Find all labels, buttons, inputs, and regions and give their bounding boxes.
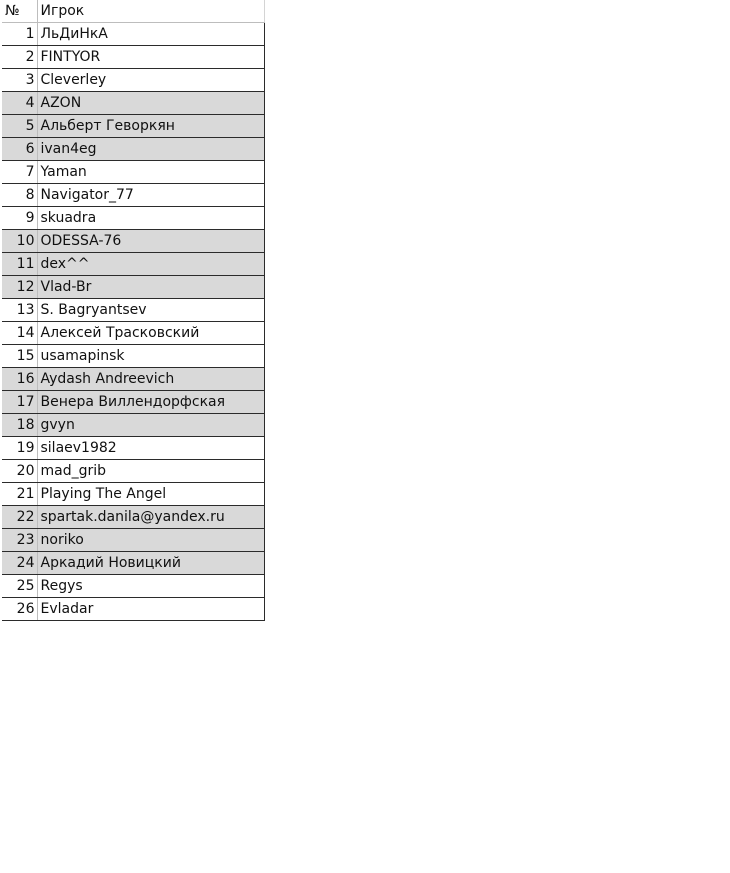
row-number-cell[interactable]: 15 bbox=[2, 345, 37, 368]
table-row bbox=[2, 207, 264, 230]
row-number-cell[interactable]: 21 bbox=[2, 483, 37, 506]
column-header-number[interactable]: № bbox=[2, 0, 37, 23]
player-name-cell[interactable]: Алексей Трасковский bbox=[37, 322, 264, 345]
table-row bbox=[2, 253, 264, 276]
table-row bbox=[2, 483, 264, 506]
row-number-cell[interactable]: 19 bbox=[2, 437, 37, 460]
player-name-cell[interactable]: Aydash Andreevich bbox=[37, 368, 264, 391]
table-row bbox=[2, 575, 264, 598]
table-row bbox=[2, 460, 264, 483]
row-number-cell[interactable]: 12 bbox=[2, 276, 37, 299]
player-name-cell[interactable]: ODESSA-76 bbox=[37, 230, 264, 253]
table-row bbox=[2, 391, 264, 414]
player-name-cell[interactable]: Yaman bbox=[37, 161, 264, 184]
row-number-cell[interactable]: 20 bbox=[2, 460, 37, 483]
players-table bbox=[2, 0, 265, 621]
table-row bbox=[2, 299, 264, 322]
row-number-cell[interactable]: 13 bbox=[2, 299, 37, 322]
player-name-cell[interactable]: Navigator_77 bbox=[37, 184, 264, 207]
player-name-cell[interactable]: Regys bbox=[37, 575, 264, 598]
table-row bbox=[2, 345, 264, 368]
row-number-cell[interactable]: 22 bbox=[2, 506, 37, 529]
player-name-cell[interactable]: Альберт Геворкян bbox=[37, 115, 264, 138]
row-number-cell[interactable]: 24 bbox=[2, 552, 37, 575]
table-row bbox=[2, 598, 264, 621]
row-number-cell[interactable]: 6 bbox=[2, 138, 37, 161]
table-row bbox=[2, 138, 264, 161]
row-number-cell[interactable]: 5 bbox=[2, 115, 37, 138]
players-table-body bbox=[2, 23, 264, 621]
table-row bbox=[2, 529, 264, 552]
player-name-cell[interactable]: noriko bbox=[37, 529, 264, 552]
table-row bbox=[2, 92, 264, 115]
row-number-cell[interactable]: 16 bbox=[2, 368, 37, 391]
table-row bbox=[2, 69, 264, 92]
player-name-cell[interactable]: Playing The Angel bbox=[37, 483, 264, 506]
table-row bbox=[2, 46, 264, 69]
header-row bbox=[2, 0, 264, 23]
row-number-cell[interactable]: 8 bbox=[2, 184, 37, 207]
row-number-cell[interactable]: 17 bbox=[2, 391, 37, 414]
player-name-cell[interactable]: silaev1982 bbox=[37, 437, 264, 460]
player-name-cell[interactable]: skuadra bbox=[37, 207, 264, 230]
table-row bbox=[2, 115, 264, 138]
table-row bbox=[2, 161, 264, 184]
row-number-cell[interactable]: 26 bbox=[2, 598, 37, 621]
player-name-cell[interactable]: ЛьДиНкА bbox=[37, 23, 264, 46]
row-number-cell[interactable]: 2 bbox=[2, 46, 37, 69]
table-row bbox=[2, 437, 264, 460]
player-name-cell[interactable]: Evladar bbox=[37, 598, 264, 621]
player-name-cell[interactable]: Vlad-Br bbox=[37, 276, 264, 299]
player-name-cell[interactable]: usamapinsk bbox=[37, 345, 264, 368]
player-name-cell[interactable]: S. Bagryantsev bbox=[37, 299, 264, 322]
row-number-cell[interactable]: 10 bbox=[2, 230, 37, 253]
row-number-cell[interactable]: 7 bbox=[2, 161, 37, 184]
row-number-cell[interactable]: 14 bbox=[2, 322, 37, 345]
player-name-cell[interactable]: gvyn bbox=[37, 414, 264, 437]
player-name-cell[interactable]: FINTYOR bbox=[37, 46, 264, 69]
players-sheet bbox=[2, 0, 265, 621]
table-row bbox=[2, 506, 264, 529]
row-number-cell[interactable]: 1 bbox=[2, 23, 37, 46]
table-row bbox=[2, 552, 264, 575]
player-name-cell[interactable]: Cleverley bbox=[37, 69, 264, 92]
row-number-cell[interactable]: 18 bbox=[2, 414, 37, 437]
player-name-cell[interactable]: ivan4eg bbox=[37, 138, 264, 161]
player-name-cell[interactable]: AZON bbox=[37, 92, 264, 115]
table-row bbox=[2, 322, 264, 345]
row-number-cell[interactable]: 11 bbox=[2, 253, 37, 276]
player-name-cell[interactable]: mad_grib bbox=[37, 460, 264, 483]
player-name-cell[interactable]: Венера Виллендорфская bbox=[37, 391, 264, 414]
row-number-cell[interactable]: 4 bbox=[2, 92, 37, 115]
table-row bbox=[2, 276, 264, 299]
row-number-cell[interactable]: 23 bbox=[2, 529, 37, 552]
row-number-cell[interactable]: 3 bbox=[2, 69, 37, 92]
table-row bbox=[2, 23, 264, 46]
table-row bbox=[2, 414, 264, 437]
player-name-cell[interactable]: Аркадий Новицкий bbox=[37, 552, 264, 575]
table-row bbox=[2, 230, 264, 253]
column-header-player[interactable]: Игрок bbox=[37, 0, 264, 23]
row-number-cell[interactable]: 9 bbox=[2, 207, 37, 230]
row-number-cell[interactable]: 25 bbox=[2, 575, 37, 598]
player-name-cell[interactable]: spartak.danila@yandex.ru bbox=[37, 506, 264, 529]
table-row bbox=[2, 184, 264, 207]
table-row bbox=[2, 368, 264, 391]
player-name-cell[interactable]: dex^^ bbox=[37, 253, 264, 276]
